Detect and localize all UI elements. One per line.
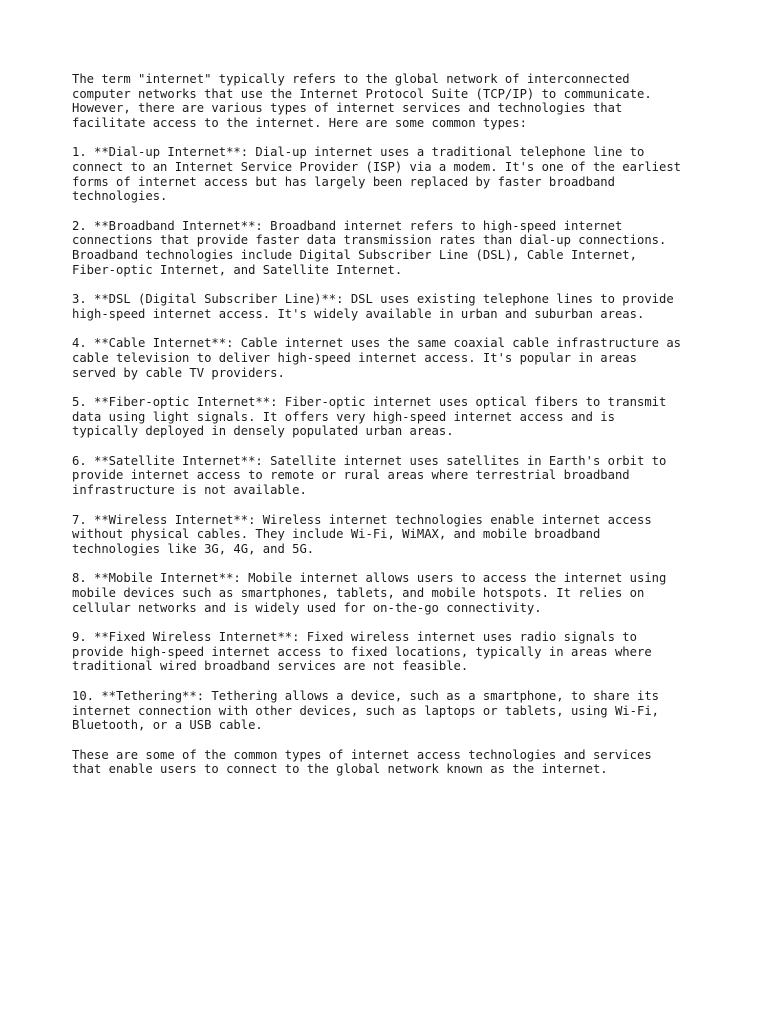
list-item-cable: 4. **Cable Internet**: Cable internet uses the same coaxial cable infrastructure as cable television to deliver high-speed internet access. It's popular in areas served by cable TV providers. bbox=[72, 336, 682, 380]
list-item-dsl: 3. **DSL (Digital Subscriber Line)**: DSL uses existing telephone lines to provide high-speed internet access. It's widely available in urban and suburban areas. bbox=[72, 292, 674, 321]
list-item-tethering: 10. **Tethering**: Tethering allows a device, such as a smartphone, to share its internet connection with other devices, such as laptops or tablets, using Wi-Fi, Bluetooth, or a USB cable. bbox=[72, 689, 659, 733]
intro-paragraph: The term "internet" typically refers to the global network of interconnected computer networks that use the Internet Protocol Suite (TCP/IP) to communicate. However, there are various types of internet services and technologies that facilitate access to the internet. Here are some common types: bbox=[72, 72, 652, 130]
list-item-fixed-wireless: 9. **Fixed Wireless Internet**: Fixed wireless internet uses radio signals to provide high-speed internet access to fixed locations, typically in areas where traditional wired broadband services are not feasible. bbox=[72, 630, 652, 674]
conclusion-paragraph: These are some of the common types of internet access technologies and services that enable users to connect to the global network known as the internet. bbox=[72, 747, 652, 777]
list-item-broadband: 2. **Broadband Internet**: Broadband internet refers to high-speed internet connections that provide faster data transmission rates than dial-up connections. Broadband technologies include Digital Subscriber Line (DSL), Cable Internet, Fiber-optic Internet, and Satellite Internet. bbox=[72, 218, 667, 277]
document-page bbox=[72, 72, 712, 792]
list-item-mobile: 8. **Mobile Internet**: Mobile internet allows users to access the internet using mobile devices such as smartphones, tablets, and mobile hotspots. It relies on cellular networks and is widely used for on-the-go connectivity. bbox=[72, 571, 667, 615]
list-item-wireless: 7. **Wireless Internet**: Wireless internet technologies enable internet access without physical cables. They include Wi-Fi, WiMAX, and mobile broadband technologies like 3G, 4G, and 5G. bbox=[72, 512, 652, 556]
list-item-fiber-optic: 5. **Fiber-optic Internet**: Fiber-optic internet uses optical fibers to transmit data using light signals. It offers very high-speed internet access and is typically deployed in densely populated urban areas. bbox=[72, 395, 667, 439]
list-item-dial-up: 1. **Dial-up Internet**: Dial-up internet uses a traditional telephone line to connect to an Internet Service Provider (ISP) via a modem. It's one of the earliest forms of internet access but has largely been replaced by faster broadband technologies. bbox=[72, 145, 682, 204]
list-item-satellite: 6. **Satellite Internet**: Satellite internet uses satellites in Earth's orbit to provide internet access to remote or rural areas where terrestrial broadband infrastructure is not available. bbox=[72, 453, 667, 498]
